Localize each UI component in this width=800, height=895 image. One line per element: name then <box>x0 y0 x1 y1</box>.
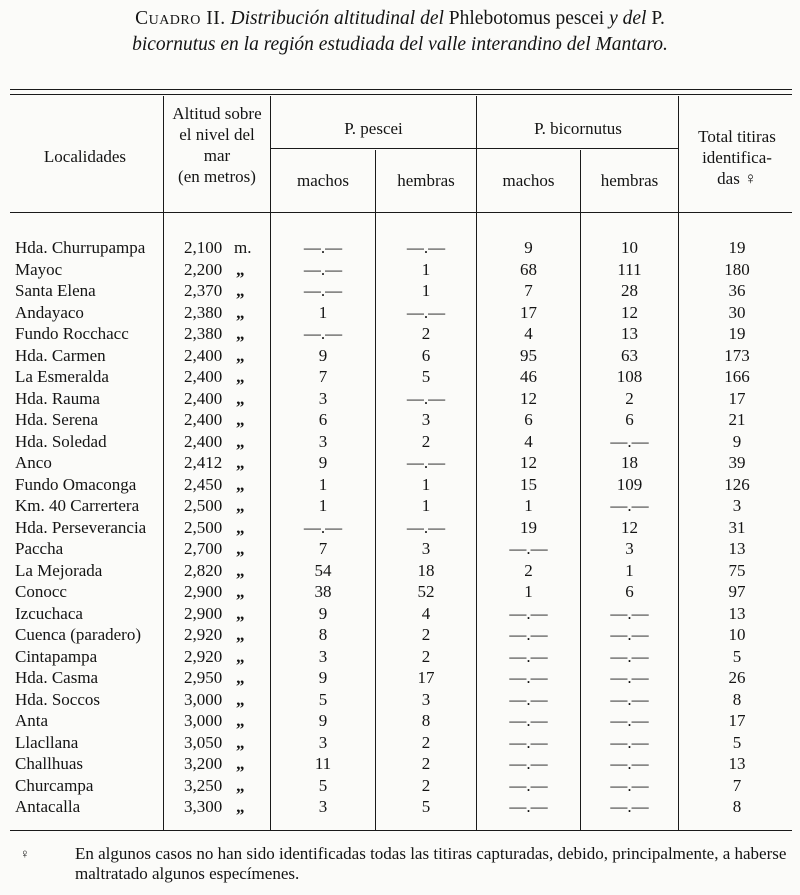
cell-bicornutus-machos: 9 <box>524 238 533 257</box>
altitude-unit: m. <box>234 238 252 257</box>
ditto-mark: „ <box>236 582 245 601</box>
cell-bicornutus-hembras: —.— <box>610 668 649 687</box>
cell-bicornutus-machos: —.— <box>509 775 548 795</box>
cell-pescei-hembras: 1 <box>421 496 431 515</box>
table-row <box>0 581 800 603</box>
cell-altitud: 3,300 <box>184 797 223 816</box>
cell-bicornutus-machos: 46 <box>520 367 537 386</box>
table-row <box>0 753 800 775</box>
header-pescei-machos: machos <box>297 171 349 190</box>
cell-bicornutus-machos: —.— <box>509 711 548 730</box>
cell-pescei-machos: 9 <box>318 603 328 623</box>
cell-bicornutus-hembras: 13 <box>621 324 638 343</box>
table-caption <box>0 6 800 58</box>
cell-bicornutus-hembras: —.— <box>610 775 649 795</box>
table-row <box>0 796 800 818</box>
cell-pescei-hembras: —.— <box>406 453 446 472</box>
female-symbol-icon: ♀ <box>20 846 30 861</box>
table-row <box>0 646 800 668</box>
cell-bicornutus-hembras: —.— <box>610 797 649 816</box>
ditto-mark: „ <box>236 345 245 365</box>
table-row <box>0 538 800 560</box>
table-row <box>0 624 800 646</box>
cell-bicornutus-machos: 12 <box>520 453 537 472</box>
cell-pescei-hembras: 17 <box>417 668 435 687</box>
table-row <box>0 366 800 388</box>
cell-altitud: 2,400 <box>184 431 223 451</box>
cell-bicornutus-machos: —.— <box>509 754 548 773</box>
footnote-text: En algunos casos no han sido identificadas todas las titiras capturadas, debido, principalmente, a haberse maltratado algunos especímenes. <box>75 844 787 883</box>
header-localidades: Localidades <box>43 147 127 166</box>
ditto-mark: „ <box>236 539 245 558</box>
cell-pescei-machos: —.— <box>303 238 343 257</box>
cell-localidad: Fundo Rocchacc <box>15 324 129 343</box>
ditto-mark: „ <box>236 388 245 408</box>
cell-pescei-machos: 1 <box>318 496 328 515</box>
caption-label: Cuadro II. <box>135 8 226 29</box>
cell-altitud: 2,500 <box>184 496 223 515</box>
ditto-mark: „ <box>236 732 245 752</box>
cell-bicornutus-machos: 4 <box>524 324 533 343</box>
cell-bicornutus-machos: 4 <box>524 431 533 451</box>
cell-bicornutus-machos: —.— <box>509 603 548 623</box>
cell-total: 97 <box>728 582 746 601</box>
cell-bicornutus-hembras: 10 <box>621 238 638 257</box>
cell-pescei-hembras: 2 <box>421 625 431 644</box>
top-rule-2 <box>10 94 792 95</box>
cell-altitud: 2,950 <box>184 668 223 687</box>
cell-bicornutus-hembras: 1 <box>625 560 634 580</box>
cell-bicornutus-machos: —.— <box>509 646 548 666</box>
cell-pescei-hembras: 18 <box>417 560 435 580</box>
table-row <box>0 323 800 345</box>
cell-total: 21 <box>728 410 746 429</box>
cell-total: 13 <box>728 539 746 558</box>
cell-pescei-hembras: 3 <box>421 539 431 558</box>
cell-total: 8 <box>732 797 742 816</box>
cell-total: 126 <box>724 474 750 494</box>
cell-pescei-hembras: —.— <box>406 388 446 408</box>
cell-pescei-machos: 7 <box>318 539 328 558</box>
cell-altitud: 2,900 <box>184 582 223 601</box>
table-row <box>0 560 800 582</box>
ditto-mark: „ <box>236 259 245 279</box>
caption-line-1 <box>0 6 800 32</box>
cell-pescei-hembras: 52 <box>417 582 435 601</box>
cell-pescei-machos: 5 <box>318 775 328 795</box>
cell-bicornutus-machos: —.— <box>509 689 548 709</box>
ditto-mark: „ <box>236 775 245 795</box>
cell-localidad: Izcuchaca <box>15 603 83 623</box>
header-pescei-hembras: hembras <box>397 171 455 190</box>
cell-pescei-machos: 3 <box>318 646 328 666</box>
cell-bicornutus-machos: 95 <box>520 345 537 365</box>
cell-bicornutus-hembras: —.— <box>610 496 649 515</box>
cell-pescei-machos: 38 <box>314 582 332 601</box>
cell-altitud: 2,920 <box>184 625 223 644</box>
table-row <box>0 603 800 625</box>
header-altitud: Altitud sobre el nivel del mar (en metros) <box>172 104 262 186</box>
cell-pescei-hembras: 4 <box>421 603 431 623</box>
cell-pescei-machos: 6 <box>318 410 328 429</box>
caption-text-2: y del <box>609 8 647 29</box>
cell-bicornutus-machos: 17 <box>520 302 537 322</box>
cell-altitud: 3,200 <box>184 754 223 773</box>
table-row <box>0 667 800 689</box>
header-bottom-rule <box>10 212 792 213</box>
table-row <box>0 732 800 754</box>
cell-pescei-hembras: 3 <box>421 689 431 709</box>
ditto-mark: „ <box>236 410 245 429</box>
cell-total: 5 <box>732 732 742 752</box>
cell-bicornutus-hembras: 63 <box>621 345 638 365</box>
cell-localidad: Hda. Perseverancia <box>15 517 147 537</box>
header-bicornutus-machos: machos <box>502 171 555 190</box>
cell-pescei-hembras: 3 <box>421 410 431 429</box>
header-total: Total titiras identifica- das ♀ <box>698 127 776 188</box>
cell-altitud: 2,370 <box>184 281 223 300</box>
cell-bicornutus-hembras: 12 <box>621 302 638 322</box>
cell-altitud: 2,700 <box>184 539 223 558</box>
group-header-rule <box>270 148 678 149</box>
cell-altitud: 3,250 <box>184 775 223 795</box>
cell-localidad: Hda. Casma <box>15 668 99 687</box>
cell-localidad: Santa Elena <box>15 281 96 300</box>
cell-pescei-hembras: 2 <box>421 431 431 451</box>
cell-localidad: Antacalla <box>15 797 81 816</box>
cell-localidad: Hda. Carmen <box>15 345 106 365</box>
cell-localidad: Hda. Rauma <box>15 388 100 408</box>
cell-altitud: 3,050 <box>184 732 223 752</box>
cell-bicornutus-machos: 68 <box>520 259 537 279</box>
cell-pescei-machos: 3 <box>318 732 328 752</box>
cell-localidad: Anco <box>15 453 52 472</box>
ditto-mark: „ <box>236 431 245 451</box>
cell-altitud: 2,412 <box>184 453 223 472</box>
cell-pescei-hembras: 2 <box>421 754 431 773</box>
ditto-mark: „ <box>236 453 245 472</box>
cell-pescei-machos: —.— <box>303 517 343 537</box>
cell-pescei-hembras: 1 <box>421 259 431 279</box>
cell-pescei-machos: 9 <box>318 711 328 730</box>
cell-bicornutus-hembras: 18 <box>621 453 638 472</box>
cell-altitud: 2,100 <box>184 238 223 257</box>
table-row <box>0 431 800 453</box>
cell-bicornutus-hembras: —.— <box>610 646 649 666</box>
cell-bicornutus-machos: 15 <box>520 474 537 494</box>
cell-localidad: Hda. Soledad <box>15 431 107 451</box>
cell-pescei-machos: 54 <box>314 560 332 580</box>
cell-altitud: 3,000 <box>184 711 223 730</box>
cell-altitud: 2,820 <box>184 560 223 580</box>
cell-pescei-hembras: 1 <box>421 281 431 300</box>
cell-pescei-hembras: 5 <box>421 797 431 816</box>
ditto-mark: „ <box>236 689 245 709</box>
caption-species-1: Phlebotomus pescei <box>448 8 605 29</box>
cell-bicornutus-hembras: 3 <box>625 539 634 558</box>
cell-bicornutus-hembras: 6 <box>625 582 634 601</box>
table-row <box>0 775 800 797</box>
cell-altitud: 2,400 <box>184 367 223 386</box>
caption-text-1: Distribución altitudinal del <box>230 8 444 29</box>
cell-altitud: 2,380 <box>184 324 223 343</box>
cell-bicornutus-machos: 6 <box>524 410 533 429</box>
caption-species-2: P. <box>651 8 665 29</box>
cell-localidad: Km. 40 Carrertera <box>15 496 140 515</box>
cell-total: 8 <box>732 689 742 709</box>
ditto-mark: „ <box>236 646 245 666</box>
cell-bicornutus-hembras: —.— <box>610 689 649 709</box>
cell-total: 39 <box>728 453 746 472</box>
cell-localidad: La Mejorada <box>15 560 103 580</box>
cell-localidad: La Esmeralda <box>15 367 109 386</box>
ditto-mark: „ <box>236 281 245 300</box>
cell-total: 17 <box>728 711 746 730</box>
cell-bicornutus-hembras: 12 <box>621 517 638 537</box>
ditto-mark: „ <box>236 603 245 623</box>
cell-total: 7 <box>732 775 742 795</box>
table-row <box>0 388 800 410</box>
ditto-mark: „ <box>236 754 245 773</box>
cell-pescei-machos: 8 <box>318 625 328 644</box>
cell-localidad: Llacllana <box>15 732 79 752</box>
cell-localidad: Fundo Omaconga <box>15 474 137 494</box>
cell-bicornutus-hembras: 108 <box>616 367 643 386</box>
cell-localidad: Hda. Churrupampa <box>15 238 146 257</box>
cell-bicornutus-hembras: 111 <box>617 259 642 279</box>
ditto-mark: „ <box>236 367 245 386</box>
ditto-mark: „ <box>236 324 245 343</box>
cell-pescei-machos: 11 <box>314 754 332 773</box>
cell-altitud: 2,400 <box>184 345 223 365</box>
cell-bicornutus-hembras: —.— <box>610 711 649 730</box>
cell-pescei-machos: —.— <box>303 324 343 343</box>
ditto-mark: „ <box>236 625 245 644</box>
top-rule-1 <box>10 89 792 90</box>
cell-pescei-hembras: 6 <box>421 345 431 365</box>
cell-bicornutus-hembras: 28 <box>621 281 638 300</box>
table-row <box>0 280 800 302</box>
cell-bicornutus-machos: —.— <box>509 797 548 816</box>
cell-bicornutus-machos: 19 <box>520 517 537 537</box>
cell-altitud: 2,400 <box>184 388 223 408</box>
cell-bicornutus-hembras: —.— <box>610 431 649 451</box>
cell-altitud: 2,900 <box>184 603 223 623</box>
ditto-mark: „ <box>236 560 245 580</box>
table-row <box>0 689 800 711</box>
cell-pescei-machos: 7 <box>318 367 328 386</box>
table-row <box>0 495 800 517</box>
caption-line-2: bicornutus en la región estudiada del valle interandino del Mantaro. <box>132 34 668 55</box>
cell-localidad: Anta <box>15 711 49 730</box>
cell-bicornutus-machos: 1 <box>524 496 533 515</box>
cell-total: 173 <box>724 345 750 365</box>
cell-total: 17 <box>728 388 746 408</box>
cell-localidad: Mayoc <box>15 259 63 279</box>
cell-total: 166 <box>724 367 750 386</box>
cell-pescei-machos: 9 <box>318 453 328 472</box>
cell-localidad: Churcampa <box>15 775 94 795</box>
cell-bicornutus-machos: —.— <box>509 539 548 558</box>
cell-altitud: 2,450 <box>184 474 223 494</box>
cell-total: 180 <box>724 259 750 279</box>
cell-bicornutus-machos: —.— <box>509 732 548 752</box>
cell-bicornutus-hembras: 6 <box>625 410 634 429</box>
cell-pescei-hembras: 2 <box>421 732 431 752</box>
cell-localidad: Andayaco <box>15 302 84 322</box>
cell-bicornutus-hembras: 2 <box>625 388 634 408</box>
cell-localidad: Hda. Soccos <box>15 689 100 709</box>
table-row <box>0 409 800 431</box>
cell-total: 30 <box>728 302 746 322</box>
table-row <box>0 517 800 539</box>
cell-pescei-hembras: —.— <box>406 302 446 322</box>
ditto-mark: „ <box>236 474 245 494</box>
table-row <box>0 452 800 474</box>
ditto-mark: „ <box>236 302 245 322</box>
cell-pescei-hembras: —.— <box>406 517 446 537</box>
cell-total: 19 <box>728 324 746 343</box>
cell-total: 36 <box>728 281 746 300</box>
cell-total: 10 <box>728 625 746 644</box>
cell-pescei-hembras: 1 <box>421 474 431 494</box>
table-row <box>0 710 800 732</box>
cell-pescei-machos: 3 <box>318 388 328 408</box>
cell-pescei-machos: 1 <box>318 474 328 494</box>
cell-total: 19 <box>728 238 746 257</box>
table-row <box>0 345 800 367</box>
cell-localidad: Hda. Serena <box>15 410 99 429</box>
cell-localidad: Cuenca (paradero) <box>15 625 142 644</box>
cell-bicornutus-machos: —.— <box>509 625 548 644</box>
cell-pescei-hembras: 2 <box>421 324 431 343</box>
cell-bicornutus-hembras: 109 <box>616 474 643 494</box>
cell-pescei-machos: 1 <box>318 302 328 322</box>
table-row <box>0 302 800 324</box>
cell-bicornutus-hembras: —.— <box>610 625 649 644</box>
cell-total: 5 <box>732 646 742 666</box>
cell-localidad: Conocc <box>15 582 67 601</box>
ditto-mark: „ <box>236 668 245 687</box>
cell-pescei-machos: 9 <box>318 668 328 687</box>
cell-total: 13 <box>728 754 746 773</box>
table-row <box>0 237 800 259</box>
cell-altitud: 2,200 <box>184 259 223 279</box>
cell-pescei-hembras: 5 <box>421 367 431 386</box>
cell-total: 9 <box>732 431 742 451</box>
cell-pescei-hembras: 8 <box>421 711 431 730</box>
cell-pescei-machos: 3 <box>318 431 328 451</box>
cell-total: 13 <box>728 603 746 623</box>
cell-total: 75 <box>728 560 746 580</box>
cell-total: 31 <box>728 517 746 537</box>
cell-bicornutus-machos: 7 <box>524 281 533 300</box>
table-row <box>0 259 800 281</box>
cell-localidad: Challhuas <box>15 754 83 773</box>
cell-total: 26 <box>728 668 746 687</box>
header-bicornutus: P. bicornutus <box>534 119 622 138</box>
cell-altitud: 2,400 <box>184 410 223 429</box>
header-bicornutus-hembras: hembras <box>600 171 659 190</box>
cell-altitud: 2,920 <box>184 646 223 666</box>
cell-bicornutus-machos: 12 <box>520 388 537 408</box>
cell-localidad: Cintapampa <box>15 646 98 666</box>
cell-altitud: 2,380 <box>184 302 223 322</box>
cell-pescei-machos: 3 <box>318 797 328 816</box>
table-row <box>0 474 800 496</box>
cell-pescei-hembras: 2 <box>421 775 431 795</box>
cell-bicornutus-hembras: —.— <box>610 603 649 623</box>
cell-pescei-machos: —.— <box>303 281 343 300</box>
cell-pescei-hembras: 2 <box>421 646 431 666</box>
cell-pescei-hembras: —.— <box>406 238 446 257</box>
cell-localidad: Paccha <box>15 539 64 558</box>
ditto-mark: „ <box>236 797 245 816</box>
bottom-rule <box>10 830 792 831</box>
header-pescei: P. pescei <box>344 119 403 138</box>
cell-bicornutus-machos: —.— <box>509 668 548 687</box>
ditto-mark: „ <box>236 496 245 515</box>
cell-total: 3 <box>732 496 742 515</box>
cell-pescei-machos: 9 <box>318 345 328 365</box>
cell-bicornutus-hembras: —.— <box>610 732 649 752</box>
cell-pescei-machos: —.— <box>303 259 343 279</box>
cell-bicornutus-machos: 2 <box>524 560 533 580</box>
ditto-mark: „ <box>236 711 245 730</box>
cell-bicornutus-hembras: —.— <box>610 754 649 773</box>
cell-altitud: 3,000 <box>184 689 223 709</box>
cell-bicornutus-machos: 1 <box>524 582 533 601</box>
cell-pescei-machos: 5 <box>318 689 328 709</box>
ditto-mark: „ <box>236 517 245 537</box>
cell-altitud: 2,500 <box>184 517 223 537</box>
